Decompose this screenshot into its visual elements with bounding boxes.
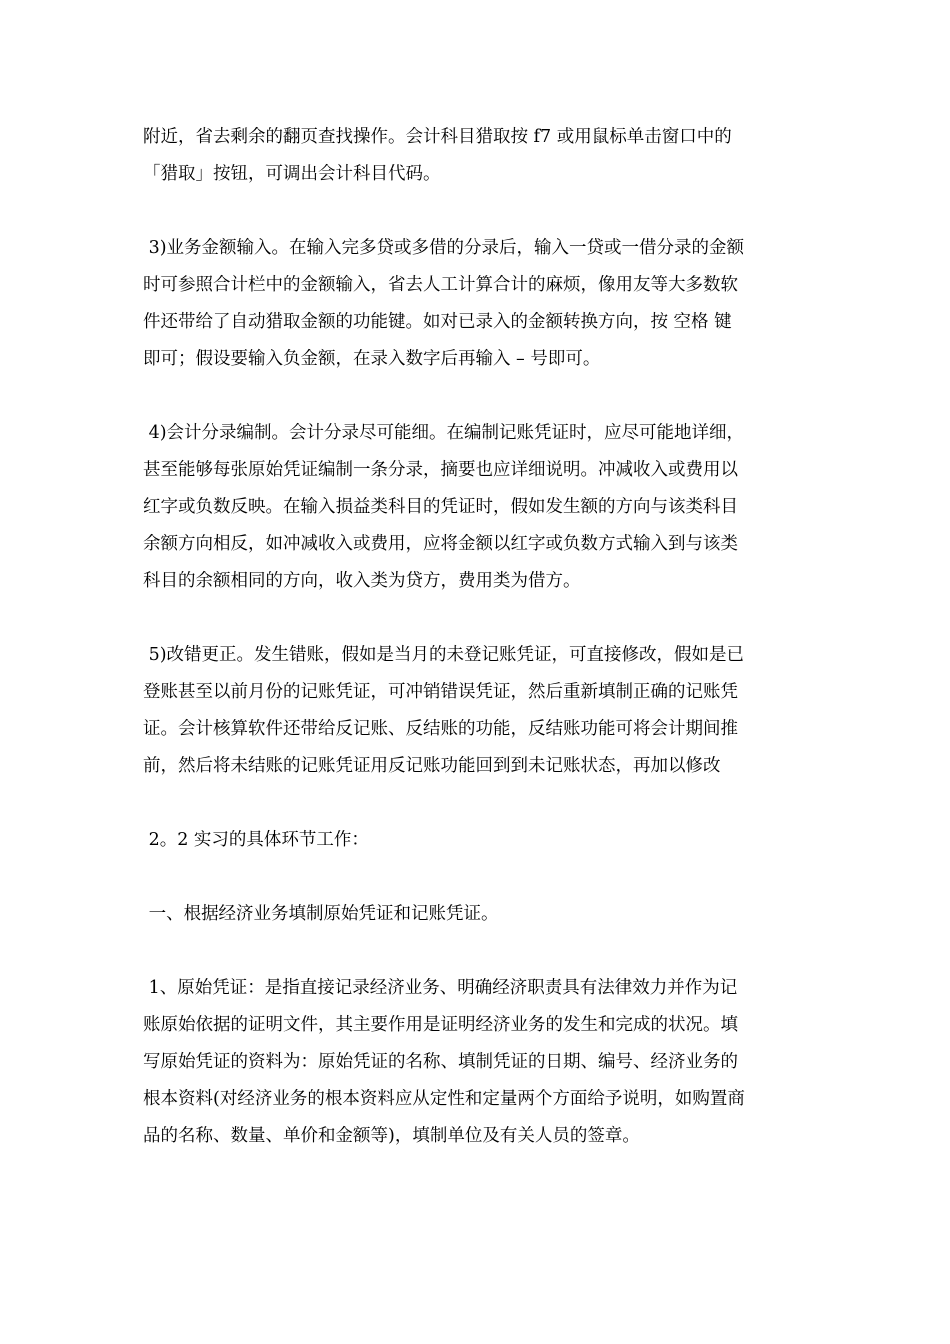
paragraph-error-correction-line-1: 5)改错更正。发生错账，假如是当月的未登记账凭证，可直接修改，假如是已 <box>143 645 745 665</box>
paragraph-amount-input-line-1: 3)业务金额输入。在输入完多贷或多借的分录后，输入一贷或一借分录的金额 <box>143 238 745 258</box>
paragraph-entry-compilation-line-5: 科目的余额相同的方向，收入类为贷方，费用类为借方。 <box>143 571 581 591</box>
paragraph-entry-compilation-line-4: 余额方向相反，如冲减收入或费用，应将金额以红字或负数方式输入到与该类 <box>143 534 738 554</box>
paragraph-entry-compilation-line-2: 甚至能够每张原始凭证编制一条分录，摘要也应详细说明。冲减收入或费用以 <box>143 460 738 480</box>
paragraph-amount-input-line-4: 即可；假设要输入负金额，在录入数字后再输入 – 号即可。 <box>143 349 601 369</box>
paragraph-amount-input-line-2: 时可参照合计栏中的金额输入，省去人工计算合计的麻烦，像用友等大多数软 <box>143 275 738 295</box>
paragraph-continuation-line-1: 附近，省去剩余的翻页查找操作。会计科目猎取按 f7 或用鼠标单击窗口中的 <box>143 127 732 147</box>
paragraph-original-voucher-line-2: 账原始依据的证明文件，其主要作用是证明经济业务的发生和完成的状况。填 <box>143 1015 738 1035</box>
paragraph-amount-input-line-3: 件还带给了自动猎取金额的功能键。如对已录入的金额转换方向，按 空格 键 <box>143 312 732 332</box>
paragraph-entry-compilation-line-3: 红字或负数反映。在输入损益类科目的凭证时，假如发生额的方向与该类科目 <box>143 497 738 517</box>
paragraph-error-correction-line-4: 前，然后将未结账的记账凭证用反记账功能回到到未记账状态，再加以修改 <box>143 756 721 776</box>
paragraph-original-voucher-line-5: 品的名称、数量、单价和金额等)，填制单位及有关人员的签章。 <box>143 1126 640 1146</box>
paragraph-continuation-line-2: 「猎取」按钮，可调出会计科目代码。 <box>143 164 441 184</box>
subsection-heading: 一、根据经济业务填制原始凭证和记账凭证。 <box>143 904 499 924</box>
paragraph-error-correction-line-2: 登账甚至以前月份的记账凭证，可冲销错误凭证，然后重新填制正确的记账凭 <box>143 682 738 702</box>
section-heading: 2。2 实习的具体环节工作： <box>143 830 369 850</box>
paragraph-original-voucher-line-3: 写原始凭证的资料为：原始凭证的名称、填制凭证的日期、编号、经济业务的 <box>143 1052 738 1072</box>
paragraph-error-correction-line-3: 证。会计核算软件还带给反记账、反结账的功能，反结账功能可将会计期间推 <box>143 719 738 739</box>
paragraph-entry-compilation-line-1: 4)会计分录编制。会计分录尽可能细。在编制记账凭证时，应尽可能地详细， <box>143 423 745 443</box>
paragraph-original-voucher-line-1: 1、原始凭证：是指直接记录经济业务、明确经济职责具有法律效力并作为记 <box>143 978 738 998</box>
paragraph-original-voucher-line-4: 根本资料(对经济业务的根本资料应从定性和定量两个方面给予说明，如购置商 <box>143 1089 745 1109</box>
